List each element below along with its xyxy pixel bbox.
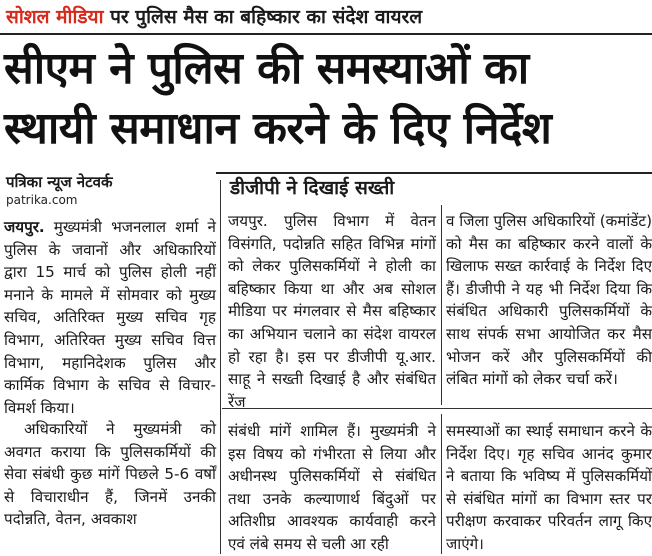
kicker-highlight: सोशल मीडिया xyxy=(6,6,104,28)
article-column-1-para-2 xyxy=(4,418,216,531)
column-divider xyxy=(441,414,442,554)
body-text: अधिकारियों ने मुख्यमंत्री को अवगत कराया कि पुलिसकर्मियों की सेवा संबंधी कुछ मांगें पिछले 5-6 वर्षों से विचाराधीन हैं, जिनमें उनकी पदोन्नति, वेतन, अवकाश xyxy=(4,420,216,529)
dateline: जयपुर. xyxy=(4,218,45,236)
subhead: डीजीपी ने दिखाई सख्ती xyxy=(230,177,395,199)
column-divider xyxy=(220,180,221,554)
headline-line-2: स्थायी समाधान करने के दिए निर्देश xyxy=(4,103,552,154)
kicker-line xyxy=(6,2,646,32)
kicker-text: पर पुलिस मैस का बहिष्कार का संदेश वायरल xyxy=(103,6,423,28)
body-text: संबंधी मांगें शामिल हैं। मुख्यमंत्री ने इस विषय को गंभीरता से लिया और अधीनस्थ पुलिसकर्मियों से संबंधित तथा उनके कल्याणार्थ बिंदुओं पर अतिशीघ्र आवश्यक कार्यवाही करने एवं लंबे समय से चली आ रही xyxy=(228,422,436,553)
body-text: मुख्यमंत्री भजनलाल शर्मा ने पुलिस के जवानों और अधिकारियों द्वारा 15 मार्च को पुलिस होली नहीं मनाने के मामले में सोमवार को मुख्य सचिव, अतिरिक्त मुख्य सचिव गृह विभाग, अतिरिक्त मुख्य सचिव वित्त विभाग, महानिदेशक पुलिस और कार्मिक विभाग के सचिव से विचार-विमर्श किया। xyxy=(4,218,216,417)
byline-network: पत्रिका न्यूज नेटवर्क xyxy=(6,173,113,191)
byline-site: patrika.com xyxy=(6,193,78,207)
body-text: जयपुर. पुलिस विभाग में वेतन विसंगति, पदोन्नति सहित विभिन्न मांगों को लेकर पुलिसकर्मियों ने होली का बहिष्कार किया था और अब सोशल मीडिया पर मंगलवार से मैस बहिष्कार का अभियान चलाने का संदेश वायरल हो रहा है। इस पर डीजीपी यू.आर. साहू ने सख्ती दिखाई है और संबंधित रेंज xyxy=(228,212,436,411)
kicker-rule xyxy=(0,33,652,35)
sidebar-column-3 xyxy=(446,210,652,391)
body-text: व जिला पुलिस अधिकारियों (कमांडेंट) को मैस का बहिष्कार करने वालों के खिलाफ सख्त कार्रवाई के निर्देश दिए हैं। डीजीपी ने यह भी निर्देश दिया कि संबंधित अधिकारी पुलिसकर्मियों के साथ संपर्क सभा आयोजित कर मैस भोजन करें और पुलिसकर्मियों की लंबित मांगों को लेकर चर्चा करें। xyxy=(446,212,652,389)
article-column-3 xyxy=(446,420,652,556)
sidebar-column-2 xyxy=(228,210,436,413)
article-column-1-para-1 xyxy=(4,216,216,419)
column-divider xyxy=(441,205,442,405)
headline-line-1: सीएम ने पुलिस की समस्याओं का xyxy=(4,43,529,94)
body-text: समस्याओं का स्थाई समाधान करने के निर्देश दिए। गृह सचिव आनंद कुमार ने बताया कि भविष्य में पुलिसकर्मियों से संबंधित मांगों का विभाग स्तर पर परीक्षण करवाकर परिवर्तन लागू किए जाएंगे। xyxy=(446,422,652,553)
article-column-2 xyxy=(228,420,436,556)
